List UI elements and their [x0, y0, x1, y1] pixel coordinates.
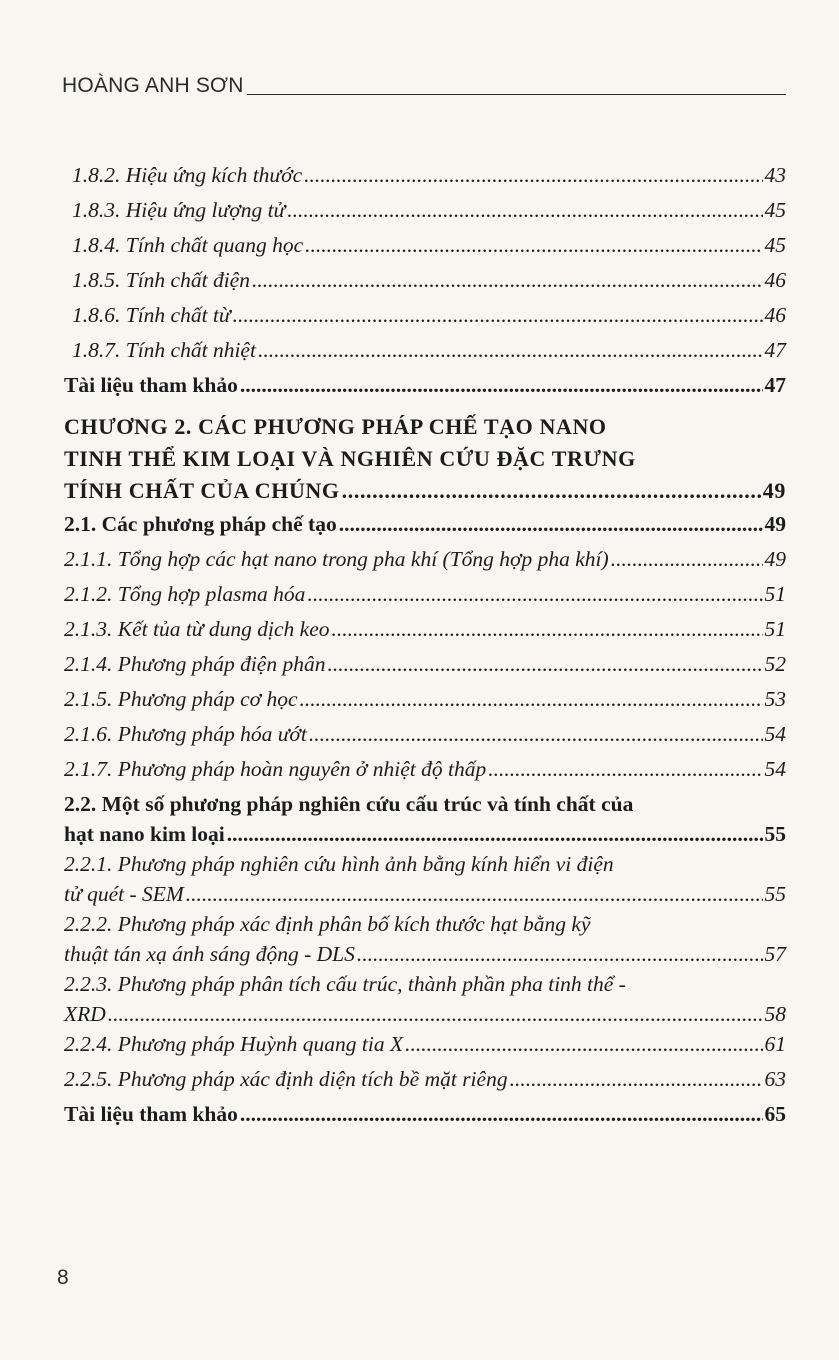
leader-dots: [327, 649, 762, 679]
toc-entry-page: 46: [764, 303, 786, 327]
leader-dots: [309, 719, 763, 749]
toc-entry-title: thuật tán xạ ánh sáng động - DLS: [64, 942, 355, 966]
toc-entry-title: 1.8.5. Tính chất điện: [72, 268, 250, 292]
toc-entry-page: 49: [762, 478, 786, 503]
header-rule: [247, 94, 786, 95]
leader-dots: [332, 614, 763, 644]
toc-entry-page: 49: [764, 512, 786, 536]
leader-dots: [488, 754, 762, 784]
page-number: 8: [57, 1266, 69, 1289]
toc-entry: [64, 300, 786, 335]
toc-entry-title: 2.1.2. Tổng hợp plasma hóa: [64, 582, 306, 606]
leader-dots: [405, 1029, 762, 1059]
toc-entry: [64, 230, 786, 265]
toc-entry-title: 2.1.6. Phương pháp hóa ướt: [64, 722, 307, 746]
toc-entry-page: 55: [764, 822, 786, 846]
toc-entry: [64, 719, 786, 754]
leader-dots: [305, 230, 762, 260]
toc-entry-page: 43: [764, 163, 786, 187]
toc-entry-page: 55: [764, 882, 786, 906]
toc-entry-title: 2.2. Một số phương pháp nghiên cứu cấu trúc và tính chất của: [64, 792, 634, 816]
toc-entry-page: 53: [764, 687, 786, 711]
toc-entry: [64, 544, 786, 579]
leader-dots: [252, 265, 763, 295]
toc-entry-title: Tài liệu tham khảo: [64, 1102, 238, 1126]
toc-entry: [64, 754, 786, 789]
toc-entry: [64, 849, 786, 909]
leader-dots: [258, 335, 763, 365]
toc-entry-page: 65: [764, 1102, 786, 1126]
toc-entry-title: 2.1.3. Kết tủa từ dung dịch keo: [64, 617, 330, 641]
chapter-line: CHƯƠNG 2. CÁC PHƯƠNG PHÁP CHẾ TẠO NANO: [64, 414, 607, 439]
leader-dots: [233, 300, 763, 330]
toc-entry-page: 57: [764, 942, 786, 966]
leader-dots: [108, 999, 763, 1029]
toc-references: [64, 1099, 786, 1134]
toc-section: [64, 509, 786, 544]
toc-entry: [64, 265, 786, 300]
chapter-line: TÍNH CHẤT CỦA CHÚNG: [64, 478, 340, 503]
leader-dots: [339, 509, 763, 539]
toc-entry-page: 46: [764, 268, 786, 292]
toc-entry-title: hạt nano kim loại: [64, 822, 225, 846]
toc-entry-page: 63: [764, 1067, 786, 1091]
toc-entry-page: 52: [764, 652, 786, 676]
toc-entry-page: 51: [764, 617, 786, 641]
toc-entry: [64, 1029, 786, 1064]
toc-entry-page: 54: [764, 722, 786, 746]
toc-entry-title: 2.1.5. Phương pháp cơ học: [64, 687, 298, 711]
toc-entry-title: 1.8.2. Hiệu ứng kích thước: [72, 163, 303, 187]
toc-entry-title: 2.1. Các phương pháp chế tạo: [64, 512, 337, 536]
toc-entry-title: 1.8.3. Hiệu ứng lượng tử: [72, 198, 286, 222]
chapter-line: TINH THỂ KIM LOẠI VÀ NGHIÊN CỨU ĐẶC TRƯNG: [64, 446, 636, 471]
leader-dots: [510, 1064, 763, 1094]
toc-entry-title: 2.2.5. Phương pháp xác định diện tích bề mặt riêng: [64, 1067, 508, 1091]
toc-entry-title: 2.1.4. Phương pháp điện phân: [64, 652, 326, 676]
toc-entry-page: 47: [764, 338, 786, 362]
toc-entry: [64, 160, 786, 195]
author-name: HOÀNG ANH SƠN: [62, 74, 244, 97]
toc-entry: [64, 579, 786, 614]
toc-entry-page: 49: [764, 547, 786, 571]
toc-entry-page: 51: [764, 582, 786, 606]
toc-entry-title: 2.2.3. Phương pháp phân tích cấu trúc, thành phần pha tinh thể -: [64, 972, 626, 996]
toc-entry-page: 45: [764, 233, 786, 257]
toc-entry-page: 58: [764, 1002, 786, 1026]
toc-entry-page: 47: [764, 373, 786, 397]
toc-entry: [64, 649, 786, 684]
running-header: [62, 74, 786, 98]
toc-entry: [64, 195, 786, 230]
toc-entry: [64, 684, 786, 719]
table-of-contents: [64, 160, 786, 1134]
toc-entry: [64, 969, 786, 1029]
toc-entry-title: 1.8.7. Tính chất nhiệt: [72, 338, 256, 362]
toc-entry-title: 1.8.6. Tính chất từ: [72, 303, 231, 327]
leader-dots: [227, 819, 763, 849]
leader-dots: [240, 1099, 763, 1129]
toc-entry-page: 61: [764, 1032, 786, 1056]
toc-entry-title: tử quét - SEM: [64, 882, 184, 906]
toc-entry-title: 1.8.4. Tính chất quang học: [72, 233, 304, 257]
toc-entry-title: Tài liệu tham khảo: [64, 373, 238, 397]
toc-entry-title: 2.2.2. Phương pháp xác định phân bố kích thước hạt bằng kỹ: [64, 912, 591, 936]
toc-entry-title: 2.1.1. Tổng hợp các hạt nano trong pha khí (Tổng hợp pha khí): [64, 547, 609, 571]
toc-entry: [64, 909, 786, 969]
toc-entry-title: 2.1.7. Phương pháp hoàn nguyên ở nhiệt độ thấp: [64, 757, 487, 781]
toc-entry: [64, 335, 786, 370]
leader-dots: [304, 160, 762, 190]
toc-entry-page: 45: [764, 198, 786, 222]
leader-dots: [287, 195, 762, 225]
leader-dots: [186, 879, 763, 909]
toc-entry: [64, 1064, 786, 1099]
toc-entry-title: 2.2.1. Phương pháp nghiên cứu hình ảnh bằng kính hiển vi điện: [64, 852, 614, 876]
toc-chapter-heading: [64, 405, 786, 509]
toc-entry-title: 2.2.4. Phương pháp Huỳnh quang tia X: [64, 1032, 404, 1056]
leader-dots: [342, 475, 761, 507]
leader-dots: [240, 370, 763, 400]
leader-dots: [300, 684, 763, 714]
leader-dots: [357, 939, 763, 969]
toc-entry: [64, 614, 786, 649]
leader-dots: [611, 544, 763, 574]
toc-entry-page: 54: [764, 757, 786, 781]
leader-dots: [307, 579, 762, 609]
toc-section: [64, 789, 786, 849]
toc-entry-title: XRD: [64, 1002, 106, 1026]
toc-references: [64, 370, 786, 405]
